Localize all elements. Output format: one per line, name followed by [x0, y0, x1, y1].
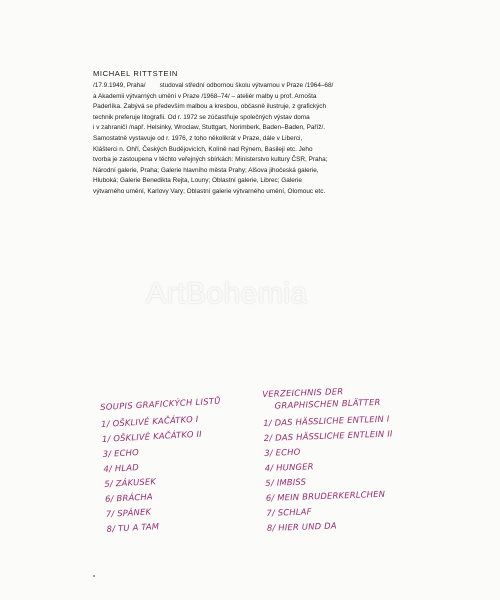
watermark: ArtBohemia	[146, 277, 308, 310]
bio-line: Paderlíka. Zabývá se především malbou a kresbou, občasně ilustruje, z grafických	[93, 103, 327, 111]
bio-line: tvorba je zastoupena v těchto veřejných sbírkách: Ministerstvo kultury ČSR, Praha;	[93, 156, 328, 164]
list-item: 1/ OŠKLIVÉ KAČÁTKO I	[100, 413, 199, 429]
german-prints-list	[262, 384, 396, 536]
bio-line: a Akademii výtvarných umění v Praze /1968–74/ – ateliér malby u prof. Arnošta	[93, 92, 317, 100]
list-item: 3/ ECHO	[264, 446, 301, 458]
bio-line: Klášterci n. Ohří, Českých Budějovicích, Kolíně nad Rýnem, Basileji etc. Jeho	[93, 145, 313, 153]
list-item: 3/ ECHO	[102, 447, 140, 459]
list-item: 4/ HUNGER	[264, 461, 314, 473]
list-item: 6/ MEIN BRUDERKERLCHEN	[265, 488, 386, 503]
bio-line: technik preferuje litografii. Od r. 1972 se zúčastňuje společných výstav doma	[93, 113, 310, 121]
list-item: 1/ OŠKLIVÉ KAČÁTKO II	[101, 428, 203, 444]
list-item: 1/ DAS HÄSSLICHE ENTLEIN I	[263, 413, 390, 428]
artist-name: MICHAEL RITTSTEIN	[93, 69, 179, 78]
list-item: 8/ TU A TAM	[106, 521, 160, 534]
bio-line: Samostatně vystavuje od r. 1976, z toho několikrát v Praze, dále v Liberci,	[93, 134, 303, 142]
bio-line-text: studoval střední odbornou školu výtvarnou v Praze /1964–68/	[159, 82, 334, 89]
czech-list-title: SOUPIS GRAFICKÝCH LISTŮ	[100, 395, 221, 412]
bio-line: Hluboká; Galerie Benedikta Rejta, Louny; Oblastní galerie, Librec; Galerie	[93, 177, 302, 185]
list-item: 4/ HLAD	[103, 462, 140, 474]
bio-line	[93, 81, 413, 92]
list-item: 6/ BRÁCHA	[104, 491, 154, 504]
list-item: 8/ HIER UND DA	[266, 520, 337, 533]
bio-line: Národní galerie, Praha; Galerie hlavního města Prahy; Alšova jihočeská galerie,	[93, 166, 319, 174]
list-item: 7/ SPÁNEK	[105, 506, 152, 519]
german-list-title-line1: VERZEICHNIS DER	[262, 386, 344, 399]
bio-line: i v zahraničí /např. Helsinky, Wroclaw, Stuttgart, Norimberk, Baden–Baden, Paříž/.	[93, 124, 326, 132]
artist-biography	[93, 81, 413, 198]
paper-speck	[93, 575, 95, 577]
german-list-title-line2: GRAPHISCHEN BLÄTTER	[274, 396, 381, 411]
list-item: 5/ IMBISS	[265, 476, 307, 488]
bio-birth-date: /17.9.1949, Praha/	[93, 82, 146, 89]
list-item: 2/ DAS HÄSSLICHE ENTLEIN II	[263, 428, 393, 443]
list-item: 7/ SCHLAF	[266, 506, 312, 518]
list-item: 5/ ZÁKUSEK	[104, 476, 157, 489]
bio-line: výtvarného umění, Karlovy Vary; Oblastní galerie výtvarného umění, Olomouc etc.	[93, 187, 326, 195]
czech-prints-list	[100, 396, 227, 537]
